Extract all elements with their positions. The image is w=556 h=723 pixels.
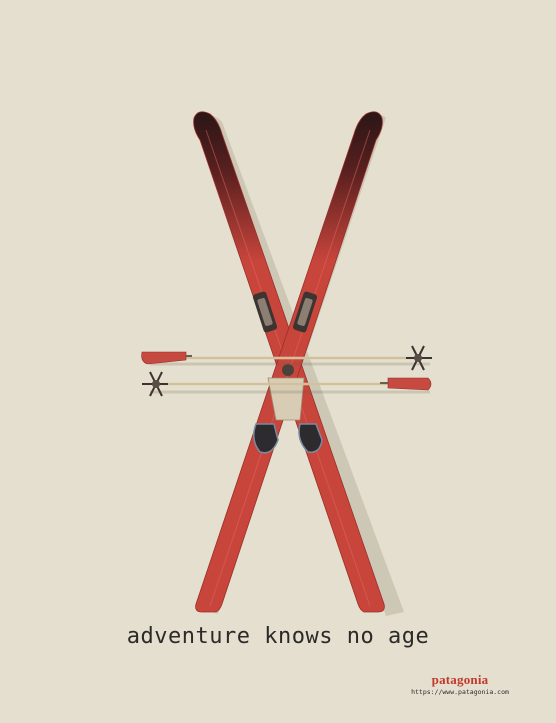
binding-heel-left [254,424,278,453]
tagline: adventure knows no age [126,624,430,649]
brand-signature [400,672,520,696]
brand-url[interactable]: https://www.patagonia.com [411,688,509,696]
pole-basket-upper [406,346,432,370]
patagonia-logo: patagonia [431,672,489,687]
